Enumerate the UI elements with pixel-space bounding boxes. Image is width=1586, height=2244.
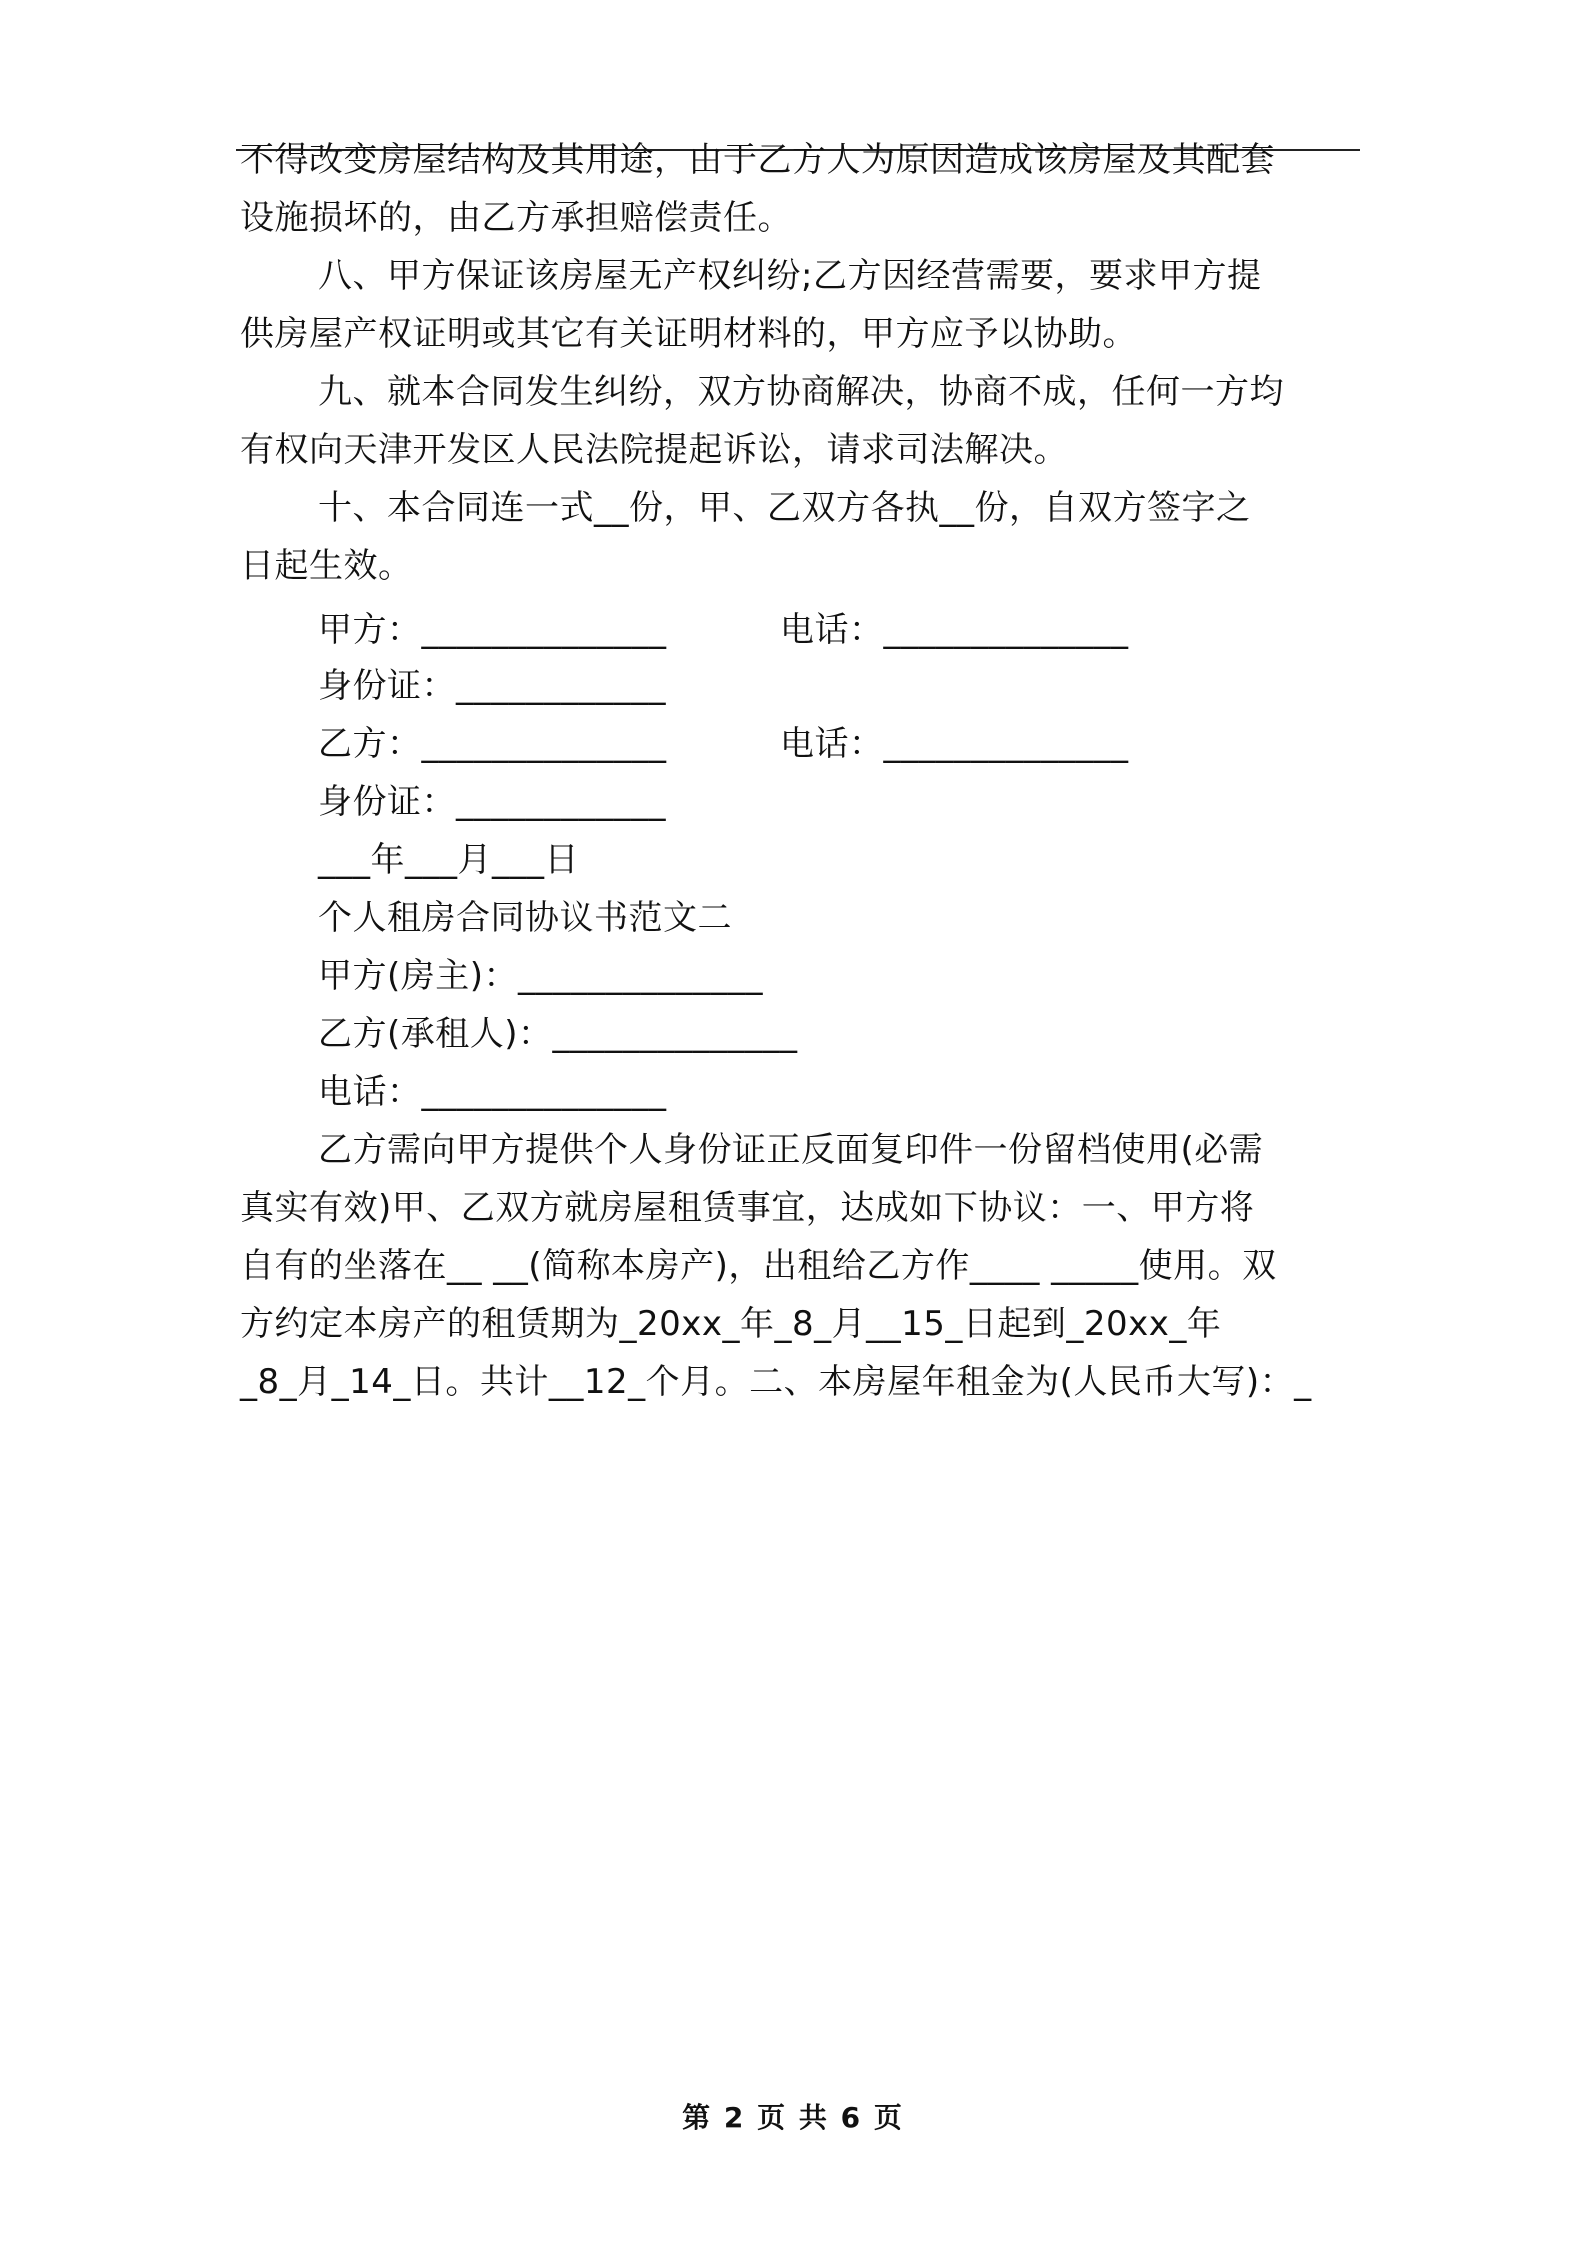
text-line: 供房屋产权证明或其它有关证明材料的，甲方应予以协助。 — [240, 314, 1137, 354]
text-line: 日起生效。 — [240, 546, 413, 586]
clause-10-line: 十、本合同连一式__份，甲、乙双方各执__份，自双方签字之 — [318, 488, 1251, 528]
page-number: 第 2 页 共 6 页 — [682, 2101, 904, 2134]
text-line: 有权向天津开发区人民法院提起诉讼，请求司法解决。 — [240, 430, 1068, 470]
tenant-field: 乙方(承租人)：______________ — [318, 1014, 798, 1054]
phone-field: 电话：______________ — [318, 1072, 667, 1112]
body-line: 真实有效)甲、乙双方就房屋租赁事宜，达成如下协议：一、甲方将 — [240, 1188, 1255, 1228]
id-b-field: 身份证：____________ — [318, 782, 666, 822]
party-a-field: 甲方：______________ — [318, 610, 667, 650]
section-title: 个人租房合同协议书范文二 — [318, 898, 732, 938]
text-line: 不得改变房屋结构及其用途，由于乙方人为原因造成该房屋及其配套 — [240, 140, 1275, 180]
landlord-field: 甲方(房主)：______________ — [318, 956, 764, 996]
phone-a-field: 电话：______________ — [780, 610, 1129, 650]
party-b-field: 乙方：______________ — [318, 724, 667, 764]
clause-8-line: 八、甲方保证该房屋无产权纠纷;乙方因经营需要，要求甲方提 — [318, 256, 1262, 296]
body-line: 自有的坐落在__ __(简称本房产)，出租给乙方作____ _____使用。双 — [240, 1246, 1277, 1286]
id-a-field: 身份证：____________ — [318, 666, 666, 706]
body-line: 方约定本房产的租赁期为_20xx_年_8_月__15_日起到_20xx_年 — [240, 1304, 1222, 1344]
phone-b-field: 电话：______________ — [780, 724, 1129, 764]
clause-9-line: 九、就本合同发生纠纷，双方协商解决，协商不成，任何一方均 — [318, 372, 1284, 412]
text-line: 设施损坏的，由乙方承担赔偿责任。 — [240, 198, 792, 238]
date-field: ___年___月___日 — [318, 840, 579, 880]
body-line: 乙方需向甲方提供个人身份证正反面复印件一份留档使用(必需 — [318, 1130, 1264, 1170]
body-line: _8_月_14_日。共计__12_个月。二、本房屋年租金为(人民币大写)：_ — [240, 1362, 1312, 1402]
